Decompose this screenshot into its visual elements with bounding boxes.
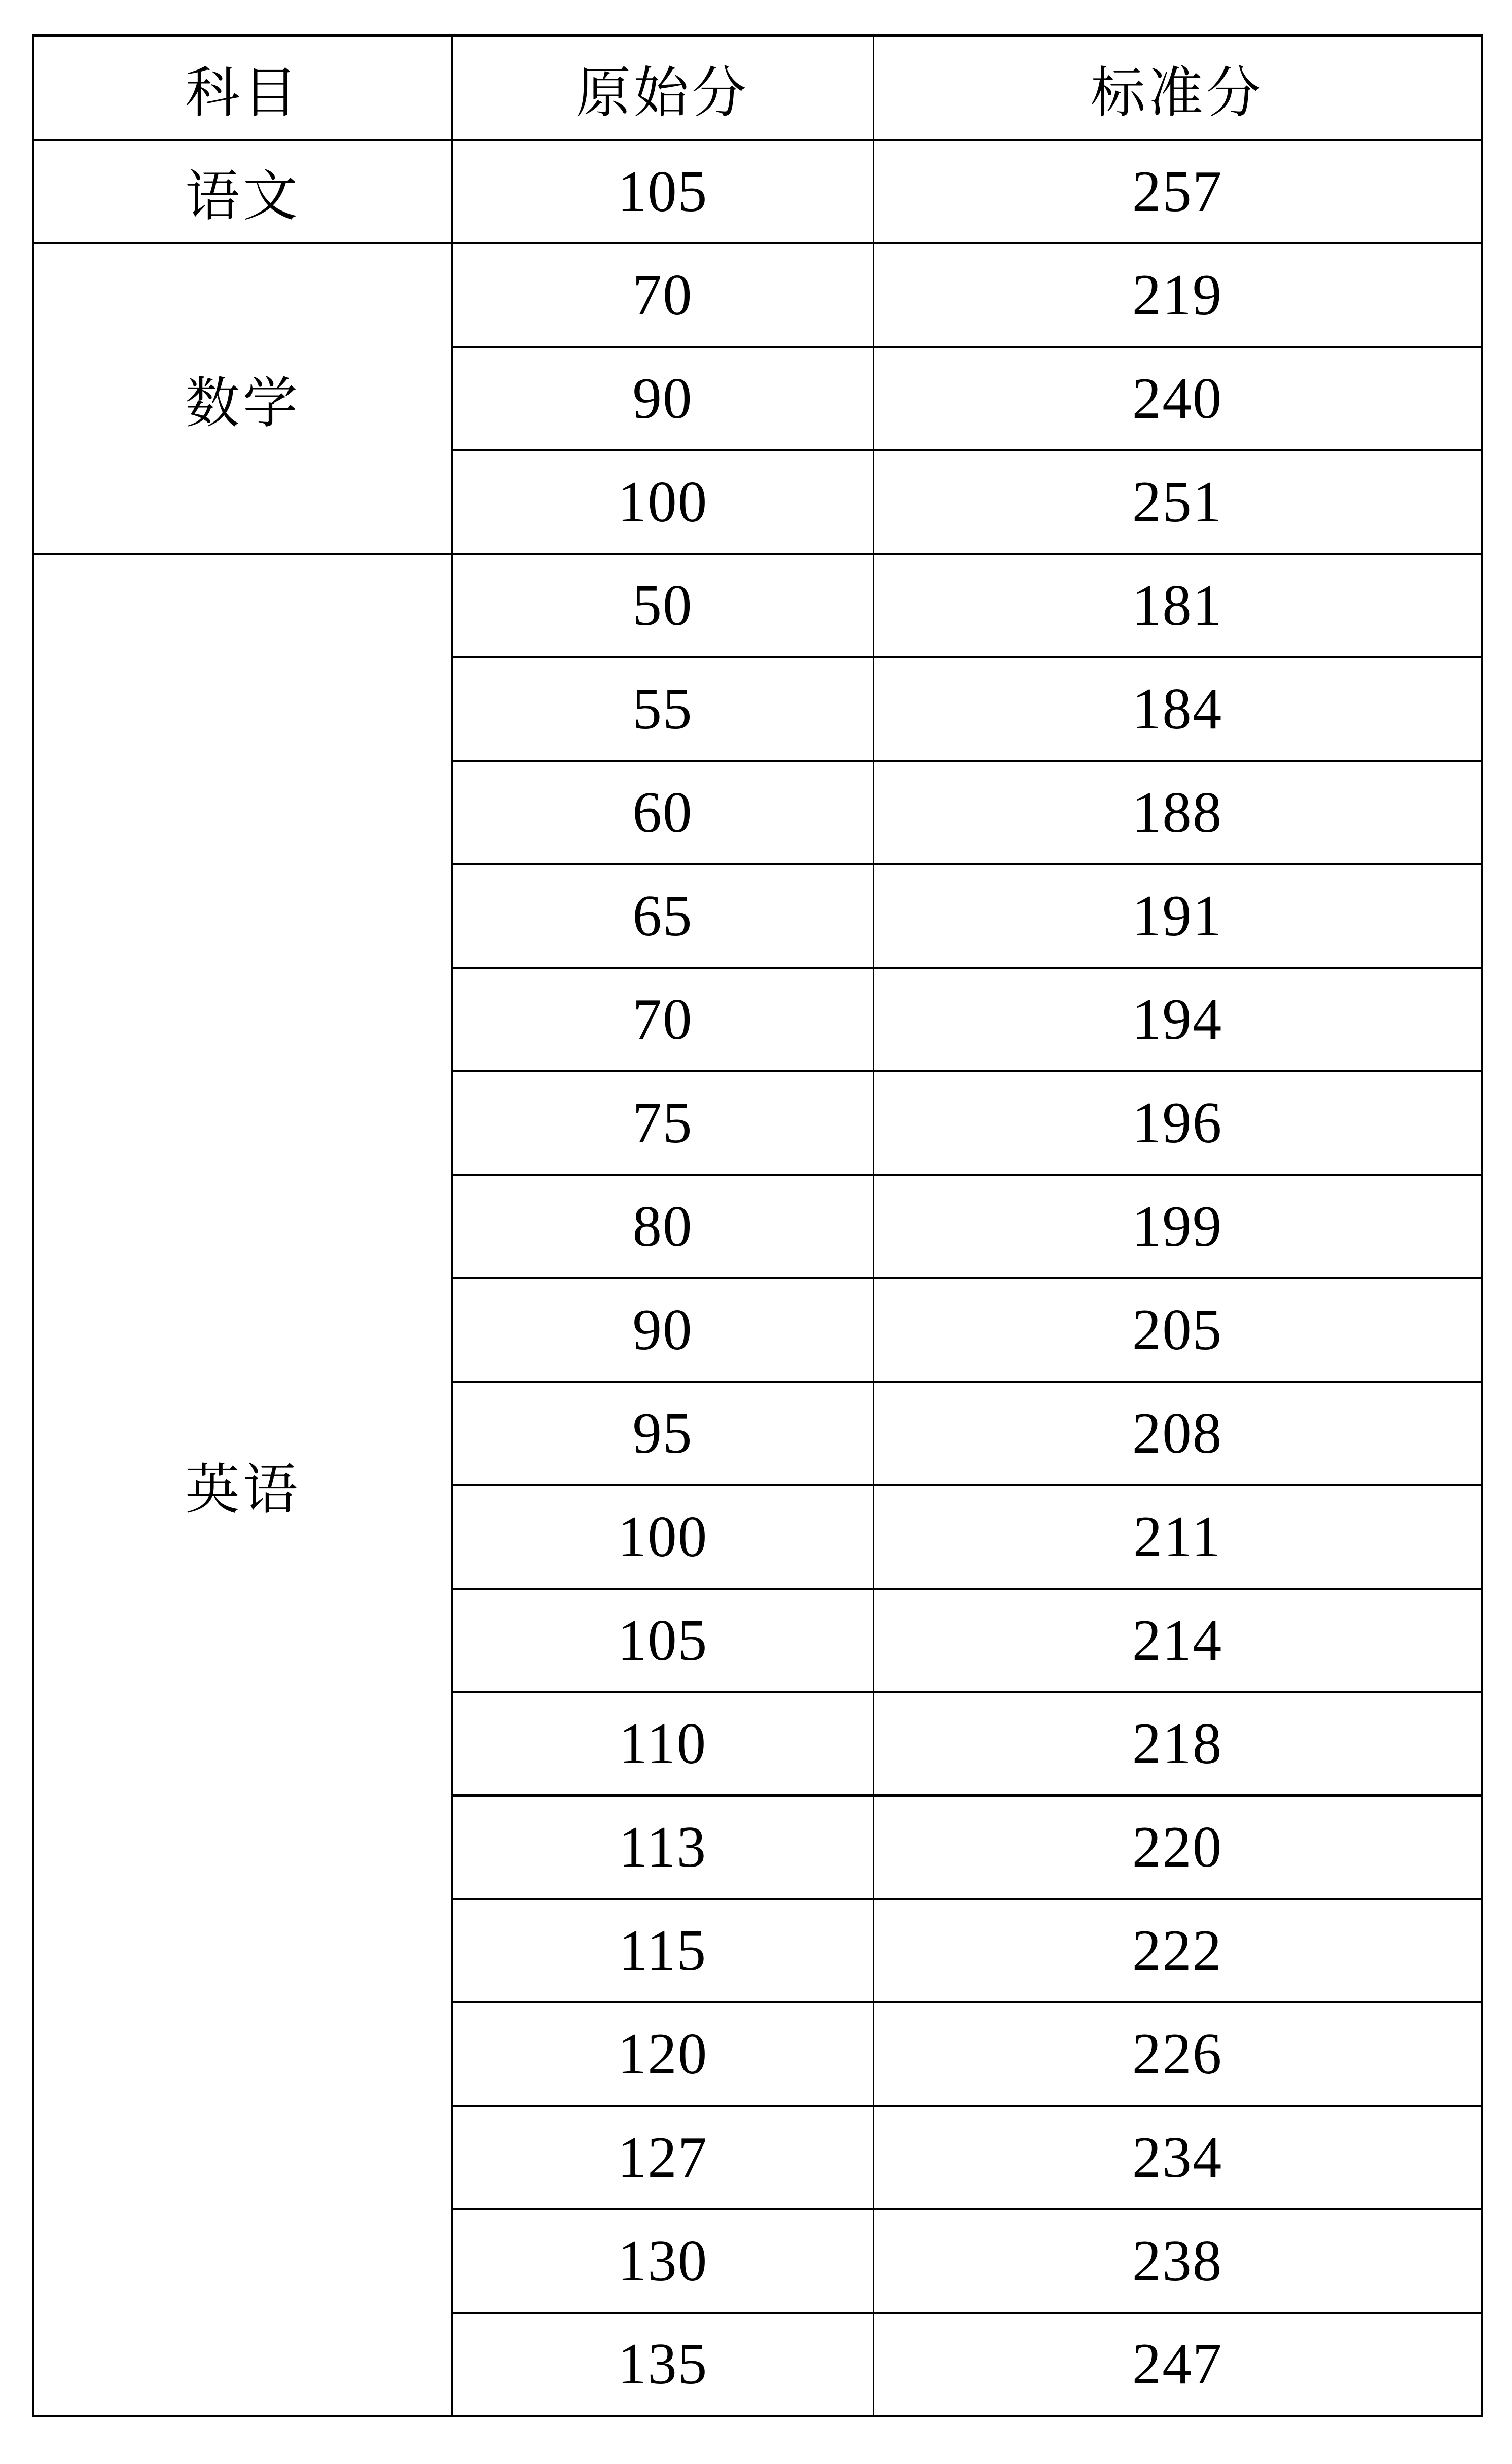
cell-raw: 110: [452, 1692, 874, 1796]
subject-cell-math: 数学: [33, 243, 452, 554]
score-conversion-table: [32, 34, 1483, 2417]
cell-standard: 226: [874, 2002, 1482, 2106]
cell-standard: 196: [874, 1071, 1482, 1175]
cell-raw: 135: [452, 2313, 874, 2416]
cell-raw: 90: [452, 347, 874, 450]
header-raw-score: 原始分: [452, 36, 874, 140]
cell-standard: 218: [874, 1692, 1482, 1796]
header-subject: 科目: [33, 36, 452, 140]
subject-cell-english: 英语: [33, 554, 452, 2416]
cell-standard: 184: [874, 657, 1482, 761]
header-row: [33, 36, 1482, 140]
cell-standard: 194: [874, 968, 1482, 1071]
cell-raw: 55: [452, 657, 874, 761]
cell-standard: 191: [874, 864, 1482, 968]
cell-raw: 70: [452, 243, 874, 347]
cell-raw: 113: [452, 1796, 874, 1899]
cell-raw: 50: [452, 554, 874, 657]
cell-standard: 220: [874, 1796, 1482, 1899]
cell-raw: 80: [452, 1175, 874, 1278]
cell-standard: 205: [874, 1278, 1482, 1382]
cell-raw: 90: [452, 1278, 874, 1382]
cell-standard: 247: [874, 2313, 1482, 2416]
cell-raw: 70: [452, 968, 874, 1071]
cell-standard: 188: [874, 761, 1482, 864]
cell-standard: 251: [874, 450, 1482, 554]
cell-standard: 257: [874, 140, 1482, 243]
cell-standard: 208: [874, 1382, 1482, 1485]
cell-raw: 105: [452, 1589, 874, 1692]
cell-standard: 234: [874, 2106, 1482, 2209]
cell-standard: 219: [874, 243, 1482, 347]
cell-raw: 100: [452, 1485, 874, 1589]
cell-raw: 60: [452, 761, 874, 864]
cell-standard: 211: [874, 1485, 1482, 1589]
cell-raw: 120: [452, 2002, 874, 2106]
cell-standard: 222: [874, 1899, 1482, 2002]
cell-raw: 130: [452, 2209, 874, 2313]
subject-cell-chinese: 语文: [33, 140, 452, 243]
cell-standard: 240: [874, 347, 1482, 450]
cell-standard: 181: [874, 554, 1482, 657]
table-row: [33, 554, 1482, 657]
cell-raw: 95: [452, 1382, 874, 1485]
cell-standard: 214: [874, 1589, 1482, 1692]
cell-standard: 238: [874, 2209, 1482, 2313]
cell-standard: 199: [874, 1175, 1482, 1278]
table-row: [33, 140, 1482, 243]
cell-raw: 75: [452, 1071, 874, 1175]
cell-raw: 100: [452, 450, 874, 554]
table-row: [33, 243, 1482, 347]
cell-raw: 115: [452, 1899, 874, 2002]
cell-raw: 65: [452, 864, 874, 968]
cell-raw: 105: [452, 140, 874, 243]
cell-raw: 127: [452, 2106, 874, 2209]
header-standard-score: 标准分: [874, 36, 1482, 140]
